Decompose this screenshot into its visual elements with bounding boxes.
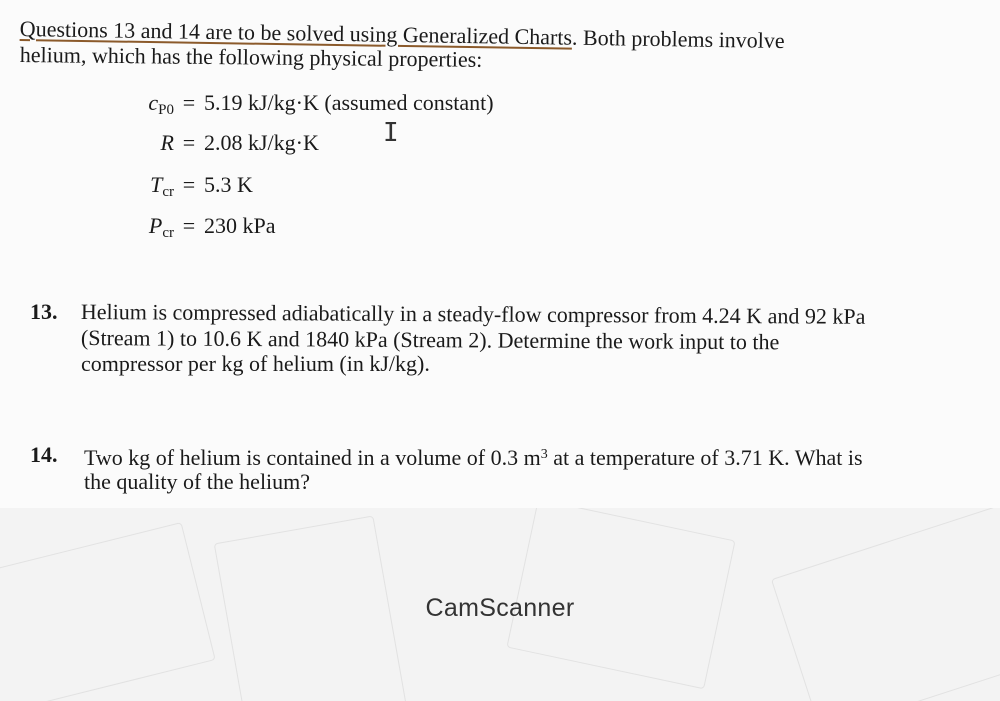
property-value: 230 kPa [204, 213, 276, 238]
property-subscript: cr [162, 184, 174, 200]
superscript: 3 [540, 447, 548, 462]
question-14 [0, 442, 1000, 502]
equals-sign: = [182, 213, 196, 238]
camscanner-footer [0, 508, 1000, 701]
property-r [112, 130, 319, 156]
property-note: (assumed constant) [318, 90, 494, 115]
question-line-1: Two kg of helium is contained in a volume of 0.3 $m^3$ at a temperature of 3.71 K. What is [84, 445, 863, 470]
property-symbol: P [148, 213, 163, 238]
intro-rest-text: . Both problems involve [571, 24, 785, 54]
property-value: 5.19 kJ/kg·K [204, 90, 319, 115]
text-cursor-icon: I [383, 118, 399, 148]
property-symbol: c [148, 90, 159, 115]
property-subscript: P0 [158, 102, 174, 118]
intro-underlined-text: Questions 13 and 14 are to be solved using Generalized Charts [19, 16, 573, 50]
equals-sign: = [182, 130, 196, 155]
property-symbol: R [160, 130, 174, 155]
intro-line-2: helium, which has the following physical properties: [19, 42, 483, 72]
property-pcr [112, 213, 276, 246]
question-line-2: the quality of the helium? [84, 469, 311, 494]
property-tcr [112, 172, 253, 205]
question-line-3: compressor per kg of helium (in kJ/kg). [81, 351, 430, 376]
question-13 [0, 299, 1000, 389]
property-value: 2.08 kJ/kg·K [204, 130, 319, 155]
equals-sign: = [182, 90, 196, 115]
property-subscript: cr [162, 225, 174, 241]
property-value: 5.3 K [204, 172, 253, 197]
equals-sign: = [182, 172, 196, 197]
question-number: 14. [30, 442, 58, 467]
question-line-1: Helium is compressed adiabatically in a steady-flow compressor from 4.24 K and 92 kPa [80, 299, 866, 329]
property-symbol: T [150, 172, 163, 197]
property-cp0 [112, 90, 494, 123]
camscanner-logo-text: CamScanner [425, 594, 575, 622]
question-number: 13. [30, 299, 58, 324]
question-line-2: (Stream 1) to 10.6 K and 1840 kPa (Stream 2). Determine the work input to the [80, 325, 780, 355]
